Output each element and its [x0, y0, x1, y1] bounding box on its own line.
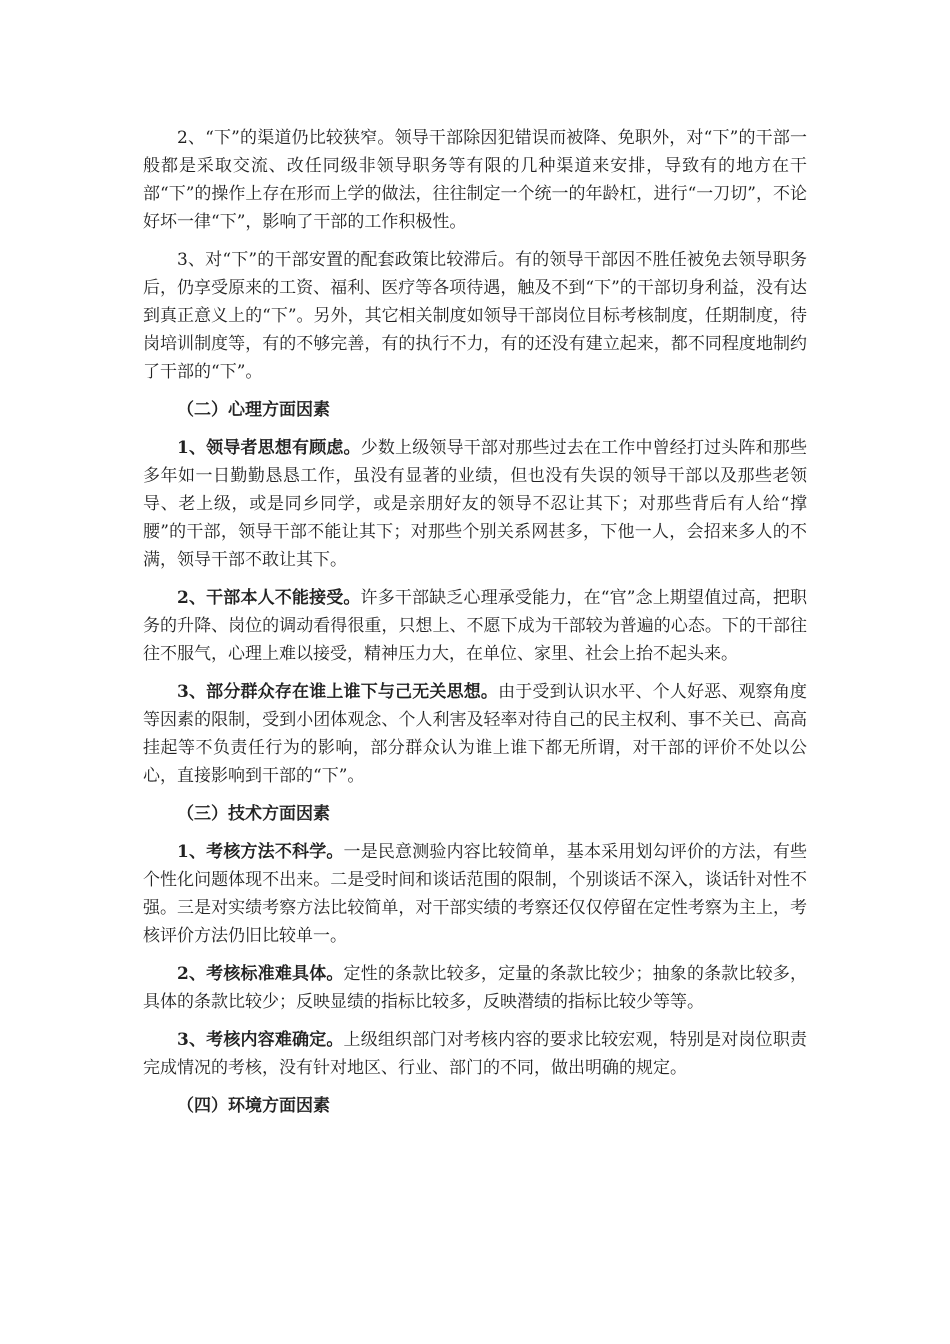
- paragraph-assessment-content: [143, 1026, 807, 1082]
- paragraph-lead: 1、考核方法不科学。: [177, 842, 344, 862]
- paragraph-body: 少数上级领导干部对那些过去在工作中曾经打过头阵和那些多年如一日勤勤恳恳工作，虽没有显著的业绩，但也没有失误的领导干部以及那些老领导、老上级，或是同乡同学，或是亲朋好友的领导不忍让其下；对那些背后有人给“撑腰”的干部，领导干部不能让其下；对那些个别关系网甚多，下他一人，会招来多人的不满，领导干部不敢让其下。: [143, 438, 807, 570]
- paragraph-lead: 3、考核内容难确定。: [177, 1030, 344, 1050]
- paragraph-body: 许多干部缺乏心理承受能力，在“官”念上期望值过高，把职务的升降、岗位的调动看得很重，只想上、不愿下成为干部较为普遍的心态。下的干部往往不服气，心理上难以接受，精神压力大，在单位、家里、社会上抬不起头来。: [143, 588, 807, 664]
- paragraph-body: 一是民意测验内容比较简单，基本采用划勾评价的方法，有些个性化问题体现不出来。二是受时间和谈话范围的限制，个别谈话不深入，谈话针对性不强。三是对实绩考察方法比较简单，对干部实绩的考察还仅仅停留在定性考察为主上，考核评价方法仍旧比较单一。: [143, 842, 807, 946]
- paragraph-public-attitude: [143, 678, 807, 790]
- paragraph-body: 由于受到认识水平、个人好恶、观察角度等因素的限制，受到小团体观念、个人利害及轻率对待自己的民主权利、事不关已、高高挂起等不负责任行为的影响，部分群众认为谁上谁下都无所谓，对干部的评价不处以公心，直接影响到干部的“下”。: [143, 682, 808, 786]
- paragraph-assessment-standard: [143, 960, 807, 1016]
- paragraph-channel-narrow: 2、“下”的渠道仍比较狭窄。领导干部除因犯错误而被降、免职外，对“下”的干部一般都是采取交流、改任同级非领导职务等有限的几种渠道来安排，导致有的地方在干部“下”的操作上存在形而上学的做法，往往制定一个统一的年龄杠，进行“一刀切”，不论好坏一律“下”，影响了干部的工作积极性。: [143, 128, 807, 232]
- paragraph-cadre-acceptance: [143, 584, 807, 668]
- paragraph-lead: 2、干部本人不能接受。: [177, 588, 361, 608]
- paragraph-body: 上级组织部门对考核内容的要求比较宏观，特别是对岗位职责完成情况的考核，没有针对地区、行业、部门的不同，做出明确的规定。: [143, 1030, 807, 1078]
- paragraph-lead: 3、部分群众存在谁上谁下与己无关思想。: [177, 682, 499, 702]
- paragraph-policy-lag: 3、对“下”的干部安置的配套政策比较滞后。有的领导干部因不胜任被免去领导职务后，仍享受原来的工资、福利、医疗等各项待遇，触及不到“下”的干部切身利益，没有达到真正意义上的“下”。另外，其它相关制度如领导干部岗位目标考核制度，任期制度，待岗培训制度等，有的不够完善，有的执行不力，有的还没有建立起来，都不同程度地制约了干部的“下”。: [143, 250, 807, 382]
- paragraph-body: 定性的条款比较多，定量的条款比较少；抽象的条款比较多，具体的条款比较少；反映显绩的指标比较多，反映潜绩的指标比较少等等。: [143, 964, 807, 1012]
- paragraph-leader-concerns: [143, 434, 807, 574]
- paragraph-lead: 2、考核标准难具体。: [177, 964, 344, 984]
- section-heading-technique: （三）技术方面因素: [177, 804, 330, 824]
- section-heading-environment: （四）环境方面因素: [177, 1096, 330, 1116]
- paragraph-assessment-method: [143, 838, 807, 950]
- document-page: [143, 124, 807, 1130]
- paragraph-lead: 1、领导者思想有顾虑。: [177, 438, 361, 458]
- section-heading-psychology: （二）心理方面因素: [177, 400, 330, 420]
